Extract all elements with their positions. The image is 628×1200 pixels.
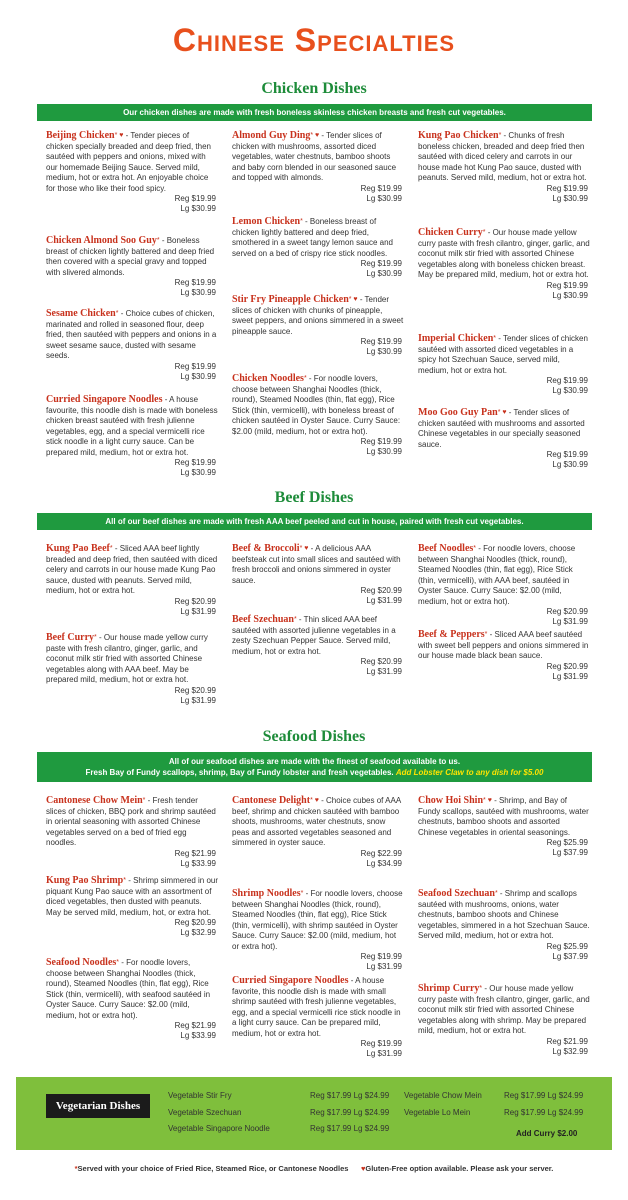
veg-item-price: Reg $17.99 Lg $24.99 (310, 1091, 390, 1100)
item-description: - Our house made yellow curry paste with fresh cilantro, ginger, garlic, and coconut milk stir fried with assorted Chinese vegetables along with boneless chicken breast. May be prepared mild, medium, hot or extra hot. (418, 228, 590, 279)
item-description: - Choice cubes of AAA beef, shrimp and chicken sautéed with bamboo shoots, mushrooms, water chestnuts, snow peas and assorted vegetables seasoned and simmered in oyster sauce. (232, 796, 401, 847)
price-regular: Reg $20.99 (546, 607, 588, 616)
menu-item (46, 131, 218, 214)
item-name: Seafood Szechuan (418, 888, 495, 899)
item-name: Curried Singapore Noodles (46, 394, 163, 405)
chicken-section-title: Chicken Dishes (261, 80, 367, 97)
item-description: - Tender pieces of chicken specially breaded and deep fried, then sautéed with peppers and onions, mixed with our homemade Beijing Sauce. Served mild, medium, hot or extra hot. An enjoyable choice for those who like their food spicy. (46, 131, 211, 193)
price-regular: Reg $20.99 (174, 918, 216, 927)
veg-item-name: Vegetable Lo Mein (404, 1108, 471, 1117)
vegetarian-label: Vegetarian Dishes (46, 1094, 150, 1118)
price-regular: Reg $25.99 (546, 838, 588, 847)
price-large: Lg $31.99 (552, 671, 588, 681)
item-name: Beef & Peppers (418, 629, 485, 640)
menu-item (232, 131, 404, 204)
veg-item-price: Reg $17.99 Lg $24.99 (504, 1091, 584, 1100)
item-name: Chicken Almond Soo Guy (46, 235, 157, 246)
price-large: Lg $34.99 (366, 858, 402, 868)
item-marks: * (116, 959, 120, 966)
price-large: Lg $31.99 (552, 617, 588, 626)
veg-item-price: Reg $17.99 Lg $24.99 (310, 1108, 390, 1117)
price-large: Lg $30.99 (180, 468, 216, 477)
price-regular: Reg $19.99 (546, 280, 588, 290)
price-regular: Reg $19.99 (174, 458, 216, 467)
item-description: - Sliced AAA beef lightly breaded and deep fried, then sautéed with diced celery and carrots in our house made Kung Pao sauce, dusted with peanuts. Served mild, medium, hot or extra hot. (46, 544, 218, 595)
item-description: - Boneless breast of chicken lightly battered and deep fried then covered with a special gravy and topped with slivered almonds. (46, 236, 215, 277)
price-regular: Reg $19.99 (360, 437, 402, 446)
item-name: Chicken Noodles (232, 373, 304, 384)
item-marks: * (494, 890, 498, 897)
price-large: Lg $30.99 (366, 347, 402, 356)
menu-item (232, 217, 404, 279)
item-marks: * ♥ (114, 132, 124, 139)
item-marks: * ♥ (348, 296, 358, 303)
price-large: Lg $30.99 (180, 204, 216, 213)
menu-item (418, 334, 590, 396)
price-large: Lg $32.99 (180, 928, 216, 937)
price-large: Lg $30.99 (552, 460, 588, 469)
vegetarian-panel (16, 1077, 612, 1150)
veg-item-name: Vegetable Szechuan (168, 1108, 242, 1117)
veg-item-price: Reg $17.99 Lg $24.99 (310, 1124, 390, 1133)
price-large: Lg $31.99 (366, 596, 402, 605)
item-description: - Tender slices of chicken with chunks of pineapple, sweet peppers, and onions simmered in a sweet pineapple sauce. (232, 295, 404, 336)
item-marks: * ♥ (483, 797, 492, 804)
menu-item (232, 374, 404, 457)
item-marks: * (473, 545, 477, 552)
price-large: Lg $37.99 (552, 951, 588, 961)
item-description: - For noodle lovers, choose between Shanghai Noodles (thick, round), Steamed Noodles (thin, flat egg), Rice Stick (thin, vermicelli), with boneless breast of chicken sautéed in Oyster Sauce. Curry Sauce: $2.00 (mild, medium, hot or extra hot). (232, 374, 401, 436)
price-large: Lg $31.99 (366, 962, 402, 971)
item-description: - For noodle lovers, choose between Shanghai Noodles (thick, round), Steamed Noodles (thin, flat egg), Rice Stick (thin, vermicelli), with AAA beef, sautéed in Oyster Sauce. Curry Sauce: $2.00 (mild, medium, hot or extra hot). (418, 544, 576, 606)
beef-banner: All of our beef dishes are made with fresh AAA beef peeled and cut in house, paired with fresh cut vegetables. (37, 513, 592, 530)
page-title: Chinese Specialties (172, 22, 456, 58)
item-description: - Shrimp and scallops sautéed with mushrooms, onions, water chestnuts, bamboo shoots and Chinese vegetables, simmered in a hot Szechuan Sauce. Served mild, medium, hot or extra hot. (418, 889, 590, 940)
add-curry-note: Add Curry $2.00 (516, 1129, 578, 1138)
seafood-banner-line1: All of our seafood dishes are made with the finest of seafood available to us. (168, 757, 461, 766)
item-description: - For noodle lovers, choose between Shanghai Noodles (thick, round), Steamed Noodles (thin, flat egg), Rice Stick (thin, vermicelli), with shrimp sautéed in Oyster Sauce. Curry Sauce: $2.00 (mild, medium, hot or extra hot). (232, 889, 403, 951)
price-regular: Reg $19.99 (174, 361, 216, 371)
item-description: - For noodle lovers, choose between Shanghai Noodles (thick, round), Steamed Noodles (thin, flat egg), Rice Stick (thin, vermicelli), with seafood sautéed in Oyster Sauce. Curry Sauce: $2.00 (mild, medium, hot or extra hot). (46, 958, 211, 1020)
price-large: Lg $30.99 (180, 288, 216, 297)
item-name: Chow Hoi Shin (418, 795, 484, 806)
price-regular: Reg $21.99 (174, 848, 216, 858)
price-large: Lg $33.99 (180, 1031, 216, 1040)
item-description: - Boneless breast of chicken lightly battered and deep fried, smothered in a sweet tangy lemon sauce and served on a bed of crispy rice stick noodles. (232, 217, 393, 258)
menu-item (418, 131, 590, 204)
price-regular: Reg $22.99 (360, 848, 402, 858)
price-large: Lg $31.99 (366, 667, 402, 676)
item-marks: * (300, 890, 304, 897)
menu-item (418, 408, 590, 470)
price-regular: Reg $19.99 (174, 278, 216, 287)
price-large: Lg $30.99 (552, 193, 588, 203)
item-name: Lemon Chicken (232, 216, 301, 227)
item-marks: * ♥ (310, 132, 320, 139)
item-description: - Tender slices of chicken sautéed with mushrooms and assorted Chinese vegetables in our specially seasoned sauce. (418, 408, 585, 449)
item-name: Shrimp Noodles (232, 888, 301, 899)
item-marks: * (293, 616, 297, 623)
price-large: Lg $30.99 (366, 447, 402, 456)
veg-item-name: Vegetable Singapore Noodle (168, 1124, 270, 1133)
item-name: Stir Fry Pineapple Chicken (232, 294, 349, 305)
menu-item (232, 615, 404, 677)
menu-item (418, 889, 590, 962)
item-description: - Sliced AAA beef sautéed with sweet bell peppers and onions simmered in our house made black bean sauce. (418, 630, 589, 660)
item-name: Beijing Chicken (46, 130, 115, 141)
price-regular: Reg $20.99 (174, 685, 216, 695)
price-regular: Reg $20.99 (546, 661, 588, 671)
item-name: Beef Noodles (418, 543, 474, 554)
item-description: - Shrimp simmered in our piquant Kung Pao sauce with an assortment of diced vegetables, then dusted with peanuts. May be served mild, medium, hot, or extra hot. (46, 876, 219, 917)
menu-item (418, 630, 590, 682)
item-marks: * (493, 335, 497, 342)
price-regular: Reg $20.99 (360, 586, 402, 595)
menu-item (46, 309, 218, 382)
item-marks: * (94, 634, 97, 641)
seafood-banner (37, 752, 592, 782)
item-marks: * (123, 877, 126, 884)
item-name: Cantonese Delight (232, 795, 311, 806)
item-name: Seafood Noodles (46, 957, 117, 968)
item-marks: * (484, 631, 488, 638)
item-description: - Thin sliced AAA beef sautéed with assorted julienne vegetables in a zesty Szechuan Pepper Sauce. Served mild, medium, hot or extra hot. (232, 615, 396, 656)
item-name: Beef Curry (46, 632, 95, 643)
price-large: Lg $30.99 (180, 371, 216, 381)
item-description: - Our house made yellow curry paste with fresh cilantro, ginger, garlic, and coconut milk stir fried with assorted Chinese vegetables along with AAA beef. May be prepared mild, medium, hot or extra hot. (46, 633, 208, 684)
item-description: - Choice cubes of chicken, marinated and rolled in seasoned flour, deep fried, then sautéed with peppers and onions in a sweet sesame sauce, dusted with sesame seeds. (46, 309, 217, 360)
price-regular: Reg $19.99 (360, 259, 402, 268)
veg-item-name: Vegetable Chow Mein (404, 1091, 482, 1100)
veg-item-name: Vegetable Stir Fry (168, 1091, 232, 1100)
price-large: Lg $33.99 (180, 858, 216, 868)
price-large: Lg $30.99 (552, 290, 588, 300)
price-regular: Reg $19.99 (174, 194, 216, 203)
item-name: Kung Pao Chicken (418, 130, 499, 141)
price-large: Lg $30.99 (552, 386, 588, 395)
item-marks: * (109, 545, 113, 552)
menu-item (232, 295, 404, 357)
beef-section-title: Beef Dishes (274, 489, 354, 506)
item-name: Moo Goo Guy Pan (418, 407, 498, 418)
price-regular: Reg $19.99 (546, 450, 588, 459)
menu-item (46, 876, 218, 938)
item-name: Kung Pao Shrimp (46, 875, 124, 886)
menu-item (418, 228, 590, 301)
price-regular: Reg $19.99 (546, 183, 588, 193)
menu-item (46, 395, 218, 478)
lobster-claw-offer: Add Lobster Claw to any dish for $5.00 (395, 768, 544, 777)
menu-item (232, 889, 404, 972)
served-with-note: Served with your choice of Fried Rice, Steamed Rice, or Cantonese Noodles (77, 1164, 349, 1173)
footer-notes (0, 1164, 628, 1173)
price-regular: Reg $21.99 (174, 1021, 216, 1030)
item-marks: * (115, 310, 119, 317)
menu-item (232, 976, 404, 1059)
veg-item-price: Reg $17.99 Lg $24.99 (504, 1108, 584, 1117)
item-name: Sesame Chicken (46, 308, 116, 319)
menu-item (418, 544, 590, 627)
item-marks: * ♥ (497, 409, 507, 416)
item-description: - Tender slices of chicken sautéed with assorted diced vegetables in a spicy hot Szechuan Sauce, served mild, medium, hot or extra hot. (418, 334, 588, 375)
heart-icon: ♥ (360, 1164, 366, 1173)
price-regular: Reg $19.99 (546, 376, 588, 385)
item-description: - Our house made yellow curry paste with fresh cilantro, ginger, garlic, and coconut milk stir fried with assorted Chinese vegetables along with shrimp. May be prepared mild, medium, hot or extra hot. (418, 984, 590, 1035)
menu-item (46, 796, 218, 869)
item-name: Cantonese Chow Mein (46, 795, 143, 806)
seafood-banner-line2: Fresh Bay of Fundy scallops, shrimp, Bay of Fundy lobster and fresh vegetables. (85, 768, 394, 777)
price-regular: Reg $19.99 (360, 952, 402, 961)
item-description: - Chunks of fresh boneless chicken, breaded and deep fried then sautéed with diced celery and carrots in our house made hot Kung Pao sauce, dusted with peanuts. Served mild, medium, hot or extra hot. (418, 131, 587, 182)
item-marks: * (142, 797, 146, 804)
star-mark: * (74, 1164, 78, 1173)
price-large: Lg $37.99 (552, 848, 588, 857)
item-name: Shrimp Curry (418, 983, 480, 994)
menu-item (232, 796, 404, 869)
menu-item (232, 544, 404, 606)
item-marks: * (479, 985, 483, 992)
menu-item (46, 544, 218, 617)
item-name: Kung Pao Beef (46, 543, 110, 554)
price-regular: Reg $25.99 (546, 941, 588, 951)
item-description: - Shrimp, and Bay of Fundy scallops, sautéed with mushrooms, water chestnuts, bamboo shoots and assorted Chinese vegetables in oriental seasonings. (418, 796, 589, 837)
price-regular: Reg $19.99 (360, 183, 402, 193)
item-description: - A delicious AAA beefsteak cut into small slices and sautéed with fresh broccoli and onions simmered in oyster sauce. (232, 544, 401, 585)
item-description: - A house favorite, this noodle dish is made with small shrimp sautéed with fresh julienne vegetables, egg, and a special vermicelli rice stick noodle in a light curry sauce. Can be prepared mild, medium, hot or extra hot. (232, 976, 401, 1038)
menu-item (46, 236, 218, 298)
price-large: Lg $30.99 (366, 193, 402, 203)
menu-item (46, 958, 218, 1041)
seafood-section-title: Seafood Dishes (262, 728, 366, 745)
item-marks: * ♥ (299, 545, 309, 552)
item-name: Imperial Chicken (418, 333, 494, 344)
price-large: Lg $32.99 (552, 1046, 588, 1056)
item-name: Beef Szechuan (232, 614, 294, 625)
item-name: Curried Singapore Noodles (232, 975, 349, 986)
price-regular: Reg $19.99 (360, 1039, 402, 1048)
item-name: Beef & Broccoli (232, 543, 300, 554)
price-large: Lg $31.99 (180, 606, 216, 616)
item-description: - Tender slices of chicken with mushrooms, assorted diced vegetables, water chestnuts, bamboo shoots and baby corn blended in our seasoned sauce and topped with almonds. (232, 131, 397, 182)
item-marks: * ♥ (310, 797, 319, 804)
price-regular: Reg $20.99 (360, 657, 402, 666)
item-marks: * (156, 237, 160, 244)
menu-item (418, 796, 590, 858)
menu-item (418, 984, 590, 1057)
chicken-banner: Our chicken dishes are made with fresh boneless skinless chicken breasts and fresh cut vegetables. (37, 104, 592, 121)
price-large: Lg $31.99 (180, 695, 216, 705)
price-large: Lg $31.99 (366, 1049, 402, 1058)
item-marks: * (498, 132, 502, 139)
item-name: Chicken Curry (418, 227, 483, 238)
gluten-free-note: Gluten-Free option available. Please ask your server. (365, 1164, 554, 1173)
item-marks: * (303, 375, 307, 382)
price-large: Lg $30.99 (366, 269, 402, 278)
item-description: - A house favourite, this noodle dish is made with boneless chicken breast sautéed with fresh julienne vegetables, egg, and a special vermicelli rice stick noodle in a light curry sauce. Can be prepared mild, medium, hot or extra hot. (46, 395, 218, 457)
price-regular: Reg $19.99 (360, 337, 402, 346)
menu-item (46, 633, 218, 706)
item-marks: * (482, 229, 486, 236)
item-name: Almond Guy Ding (232, 130, 311, 141)
item-description: - Fresh tender slices of chicken, BBQ pork and shrimp sautéed in oriental seasoning with assorted Chinese vegetables served on a bed of fried egg noodles. (46, 796, 216, 847)
item-marks: * (300, 218, 303, 225)
price-regular: Reg $20.99 (174, 596, 216, 606)
price-regular: Reg $21.99 (546, 1036, 588, 1046)
